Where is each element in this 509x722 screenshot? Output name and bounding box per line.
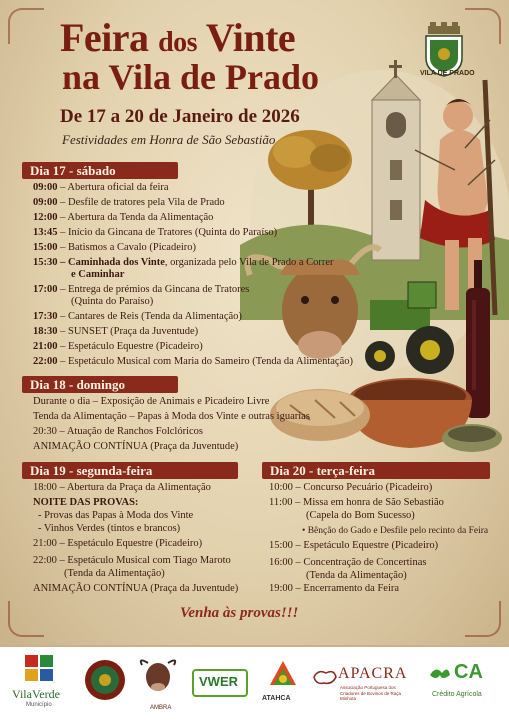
ca-label: CA (454, 661, 483, 683)
schedule-item-cont: (Tenda da Alimentação) (64, 568, 165, 579)
schedule-item-cont: (Tenda da Alimentação) (306, 570, 407, 581)
schedule-item: - Vinhos Verdes (tintos e brancos) (38, 523, 181, 534)
schedule-item: 21:00 – Espetáculo Equestre (Picadeiro) (33, 341, 203, 352)
title-vinte: Vinte (205, 15, 296, 60)
ornament-corner (465, 601, 501, 637)
schedule-item: 15:00 – Batismos a Cavalo (Picadeiro) (33, 242, 197, 253)
schedule-item: 22:00 – Espetáculo Musical com Tiago Maroto (33, 555, 231, 566)
schedule-item: 09:00 – Desfile de tratores pela Vila de Prado (33, 197, 225, 208)
ornament-corner (8, 8, 44, 44)
crest-label: VILA DE PRADO (420, 70, 475, 77)
schedule-item: 21:00 – Espetáculo Equestre (Picadeiro) (33, 538, 203, 549)
schedule-item-cont: e Caminhar (71, 269, 125, 280)
ambra-label: AMBRA (150, 705, 172, 711)
schedule-item: 15:00 – Espetáculo Equestre (Picadeiro) (269, 540, 439, 551)
vilaverde-emblem-icon (25, 655, 55, 683)
closing-slogan: Venha às provas!!! (180, 605, 299, 621)
schedule-item: - Provas das Papas à Moda dos Vinte (38, 510, 194, 521)
ambra-ox-icon (138, 657, 178, 693)
schedule-item: 16:00 – Concentração de Concertinas (269, 557, 427, 568)
apacra-label: APACRA (338, 665, 408, 682)
apacra-logo (312, 661, 416, 707)
title-dos: dos (158, 27, 198, 58)
sponsors-footer (0, 645, 509, 722)
day-header-20: Dia 20 - terça-feira (262, 462, 490, 479)
atahca-icon (268, 659, 298, 689)
apacra-sub: Associação Portuguesa dos Criadores de Bovinos de Raça Minhota (340, 685, 402, 701)
event-dates: De 17 a 20 de Janeiro de 2026 (60, 106, 300, 127)
schedule-item-cont: (Quinta do Paraíso) (71, 296, 154, 307)
vwer-logo (192, 669, 248, 697)
ca-sub: Crédito Agrícola (432, 691, 482, 698)
schedule-item: 18:00 – Abertura da Praça da Alimentação (33, 482, 211, 493)
schedule-item: 18:30 – SUNSET (Praça da Juventude) (33, 326, 199, 337)
apacra-ox-icon (312, 665, 338, 687)
schedule-item: Tenda da Alimentação – Papas à Moda dos Vinte e outras iguarias (33, 411, 310, 422)
schedule-item: • Bênção do Gado e Desfile pelo recinto da Feira (302, 526, 489, 536)
schedule-item: 12:00 – Abertura da Tenda da Alimentação (33, 212, 214, 223)
atahca-label: ATAHCA (262, 695, 291, 702)
ornament-corner (8, 601, 44, 637)
vwer-label: VWER (199, 674, 238, 689)
schedule-item: Durante o dia – Exposição de Animais e Picadeiro Livre (33, 396, 270, 407)
schedule-item: 09:00 – Abertura oficial da feira (33, 182, 169, 193)
day-header-19: Dia 19 - segunda-feira (22, 462, 238, 479)
day-header-17: Dia 17 - sábado (22, 162, 178, 179)
schedule-item: 20:30 – Atuação de Ranchos Folclóricos (33, 426, 204, 437)
schedule-item: ANIMAÇÃO CONTÍNUA (Praça da Juventude) (33, 441, 239, 452)
schedule-item: 13:45 – Início da Gincana de Tratores (Quinta do Paraíso) (33, 227, 278, 238)
page-title (60, 14, 295, 61)
schedule-item: 15:30 – Caminhada dos Vinte, organizada pelo Vila de Prado a Correr (33, 257, 334, 268)
leaf-icon (428, 665, 452, 683)
page-title-line2: na Vila de Prado (62, 57, 320, 97)
title-feira: Feira (60, 15, 149, 60)
schedule-item: 11:00 – Missa em honra de São Sebastião (269, 497, 444, 508)
parish-seal-icon (84, 659, 126, 701)
vilaverde-name: VilaVerde (12, 687, 60, 701)
schedule-item: 19:00 – Encerramento da Feira (269, 583, 400, 594)
schedule-item-cont: (Capela do Bom Sucesso) (306, 510, 415, 521)
credito-agricola-logo (428, 661, 500, 707)
schedule-item: 22:00 – Espetáculo Musical com Maria do Sameiro (Tenda da Alimentação) (33, 356, 354, 367)
schedule-item: 10:00 – Concurso Pecuário (Picadeiro) (269, 482, 433, 493)
schedule-item: 17:30 – Cantares de Reis (Tenda da Alimentação) (33, 311, 242, 322)
event-subtitle: Festividades em Honra de São Sebastião (62, 132, 276, 147)
schedule-item: NOITE DAS PROVAS: (33, 497, 139, 508)
vilaverde-sub: Município (26, 702, 52, 708)
vilaverde-logo (12, 655, 68, 715)
day-header-18: Dia 18 - domingo (22, 376, 178, 393)
schedule-item: 17:00 – Entrega de prémios da Gincana de Tratores (33, 284, 250, 295)
schedule-item: ANIMAÇÃO CONTÍNUA (Praça da Juventude) (33, 583, 239, 594)
